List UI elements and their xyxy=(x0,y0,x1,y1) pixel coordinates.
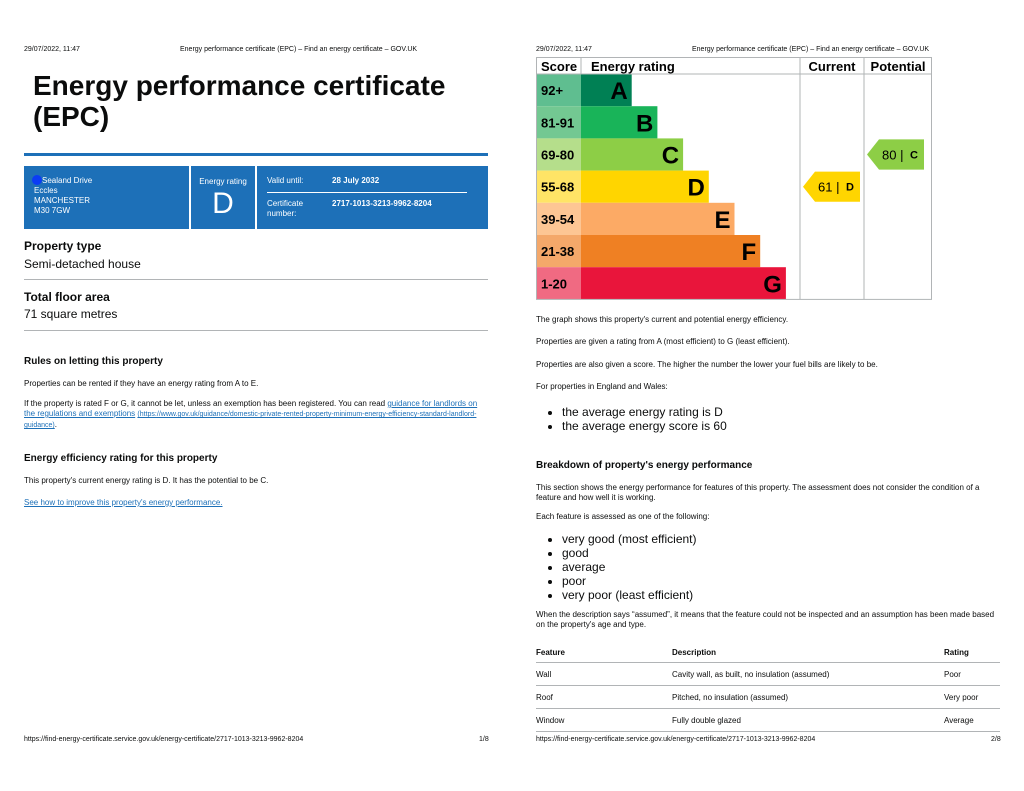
band-score-range: 21-38 xyxy=(541,244,575,260)
divider xyxy=(24,279,488,280)
band-bar xyxy=(581,203,735,235)
band-letter: F xyxy=(741,239,757,267)
rules-paragraph-2 xyxy=(24,399,488,431)
band-bar xyxy=(581,267,786,299)
potential-score: 80 | xyxy=(882,147,904,163)
column-header: Rating xyxy=(944,642,1000,663)
rules-text: If the property is rated F or G, it cannot be let, unless an exemption has been registered. You can read xyxy=(24,399,388,408)
assumed-explanation: When the description says “assumed”, it means that the feature could not be inspected and an assumption has been made based on the property's age and type. xyxy=(536,610,995,629)
header-potential: Potential xyxy=(870,59,926,74)
rating-explanation: Properties are given a rating from A (most efficient) to G (least efficient). xyxy=(536,337,790,346)
band-letter: E xyxy=(714,206,731,234)
feature-cell: Window xyxy=(536,709,672,732)
address xyxy=(34,176,92,216)
certificate-label xyxy=(267,199,303,219)
address-line-4: M30 7GW xyxy=(34,206,71,215)
page-number: 2/8 xyxy=(991,736,1001,743)
feature-cell: Roof xyxy=(536,686,672,709)
band-score-range: 39-54 xyxy=(541,211,575,227)
band-score-range: 1-20 xyxy=(541,276,568,292)
column-header: Description xyxy=(672,642,944,663)
floor-area-value: 71 square metres xyxy=(24,307,118,321)
address-line-1: Sealand Drive xyxy=(42,176,93,185)
property-type-value: Semi-detached house xyxy=(24,257,141,271)
certificate-label-line2: number: xyxy=(267,209,297,218)
list-item: • the average energy score is 60 xyxy=(562,419,727,433)
header-current: Current xyxy=(808,59,856,74)
page-number: 1/8 xyxy=(479,736,489,743)
band-letter: G xyxy=(763,271,782,299)
rating-cell: Average xyxy=(944,709,1000,732)
score-explanation: Properties are also given a score. The higher the number the lower your fuel bills are likely to be. xyxy=(536,360,878,369)
address-line-3: MANCHESTER xyxy=(34,196,91,205)
address-line-2: Eccles xyxy=(34,186,58,195)
summary-divider xyxy=(255,166,257,229)
band-letter: A xyxy=(610,78,628,106)
divider xyxy=(24,330,488,331)
assessment-intro: Each feature is assessed as one of the following: xyxy=(536,512,710,521)
england-wales-intro: For properties in England and Wales: xyxy=(536,382,668,391)
rules-end: . xyxy=(54,420,57,429)
rating-cell: Very poor xyxy=(944,686,1000,709)
print-title: Energy performance certificate (EPC) – Find an energy certificate – GOV.UK xyxy=(180,46,418,53)
breakdown-heading: Breakdown of property's energy performance xyxy=(536,460,753,471)
current-letter: D xyxy=(846,181,854,194)
efficiency-heading: Energy efficiency rating for this property xyxy=(24,453,218,464)
breakdown-paragraph: This section shows the energy performance for features of this property. The assessment does not consider the condition of a feature and how well it is working. xyxy=(536,483,980,502)
print-date: 29/07/2022, 11:47 xyxy=(24,46,80,53)
energy-rating-label: Energy rating xyxy=(199,177,247,186)
landlord-guidance-link[interactable]: guidance for landlords on the regulations and exemptions xyxy=(24,399,478,418)
table-row xyxy=(536,663,1000,686)
header-score: Score xyxy=(541,59,578,74)
graph-description: The graph shows this property's current and potential energy efficiency. xyxy=(536,315,789,324)
rules-paragraph-1: Properties can be rented if they have an energy rating from A to E. xyxy=(24,379,259,388)
band-letter: C xyxy=(661,142,680,170)
list-item: • good xyxy=(562,546,697,560)
band-letter: D xyxy=(687,174,705,202)
table-header-row xyxy=(536,642,1000,663)
guidance-url[interactable]: (https://www.gov.uk/guidance/domestic-private-rented-property-minimum-energy-efficiency-standard-landlord-guidance) xyxy=(24,411,477,429)
page-title: Energy performance certificate (EPC) xyxy=(33,70,446,132)
floor-area-label: Total floor area xyxy=(24,290,110,304)
band-score-range: 55-68 xyxy=(541,179,575,195)
description-cell: Fully double glazed xyxy=(672,709,944,732)
potential-letter: C xyxy=(910,149,918,162)
feature-cell: Wall xyxy=(536,663,672,686)
property-type-label: Property type xyxy=(24,239,102,253)
efficiency-text: This property's current energy rating is D. It has the potential to be C. xyxy=(24,476,269,485)
energy-rating-value: D xyxy=(212,187,234,220)
column-header: Feature xyxy=(536,642,672,663)
band-bar xyxy=(581,235,760,267)
epc-summary-box xyxy=(24,166,488,229)
band-score-range: 69-80 xyxy=(541,147,575,163)
list-item: • very poor (least efficient) xyxy=(562,588,697,602)
print-date: 29/07/2022, 11:47 xyxy=(536,46,592,53)
footer-url: https://find-energy-certificate.service.gov.uk/energy-certificate/2717-1013-3213-9962-8204 xyxy=(24,736,304,743)
certificate-label-line1: Certificate xyxy=(267,199,304,208)
description-cell: Pitched, no insulation (assumed) xyxy=(672,686,944,709)
rules-heading: Rules on letting this property xyxy=(24,356,163,367)
list-item: • average xyxy=(562,560,697,574)
levels-list xyxy=(536,532,697,602)
band-letter: B xyxy=(636,110,654,138)
improve-performance-link[interactable]: See how to improve this property's energy performance. xyxy=(24,498,223,507)
print-title: Energy performance certificate (EPC) – Find an energy certificate – GOV.UK xyxy=(692,46,930,53)
band-score-range: 92+ xyxy=(541,83,564,99)
summary-rule xyxy=(267,192,467,193)
rating-cell: Poor xyxy=(944,663,1000,686)
certificate-number: 2717-1013-3213-9962-8204 xyxy=(332,199,432,208)
valid-until-value: 28 July 2032 xyxy=(332,176,380,185)
valid-until-label: Valid until: xyxy=(267,176,304,185)
title-divider xyxy=(24,153,488,156)
list-item: • poor xyxy=(562,574,697,588)
averages-list xyxy=(536,405,727,433)
band-score-range: 81-91 xyxy=(541,115,575,131)
features-table xyxy=(536,642,1000,732)
current-score: 61 | xyxy=(818,179,840,195)
footer-url: https://find-energy-certificate.service.gov.uk/energy-certificate/2717-1013-3213-9962-8204 xyxy=(536,736,816,743)
header-energy-rating: Energy rating xyxy=(591,59,675,74)
table-row xyxy=(536,709,1000,732)
list-item: • very good (most efficient) xyxy=(562,532,697,546)
table-row xyxy=(536,686,1000,709)
energy-rating-chart xyxy=(536,57,933,301)
description-cell: Cavity wall, as built, no insulation (assumed) xyxy=(672,663,944,686)
list-item: • the average energy rating is D xyxy=(562,405,727,419)
